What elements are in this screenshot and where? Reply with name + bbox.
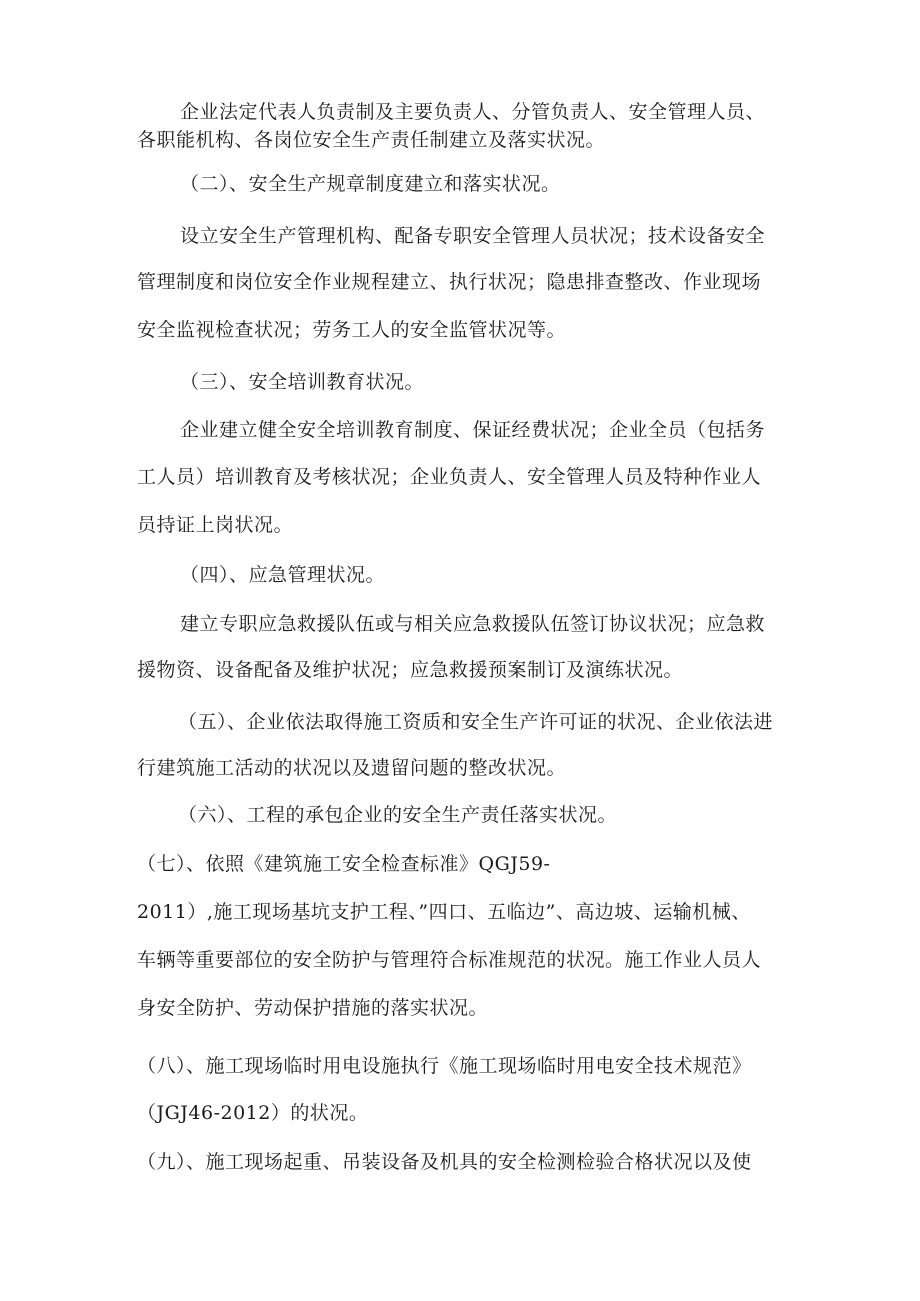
- paragraph-line: 企业建立健全安全培训教育制度、保证经费状况；企业全员（包括务: [180, 419, 766, 441]
- paragraph-line: （JGJ46-2012）的状况。: [137, 1102, 369, 1124]
- paragraph-line: 身安全防护、劳动保护措施的落实状况。: [137, 997, 489, 1019]
- paragraph-line: 安全监视检查状况；劳务工人的安全监管状况等。: [137, 319, 567, 341]
- section-heading-4: （四）、应急管理状况。: [180, 564, 386, 586]
- paragraph-line: 建立专职应急救援队伍或与相关应急救援队伍签订协议状况；应急救: [180, 613, 766, 635]
- section-heading-3: （三）、安全培训教育状况。: [180, 371, 425, 393]
- section-heading-7: （七）、依照《建筑施工安全检查标准》QGJ59-: [137, 853, 551, 875]
- section-heading-2: （二）、安全生产规章制度建立和落实状况。: [180, 173, 561, 195]
- paragraph-line: 各职能机构、各岗位安全生产责任制建立及落实状况。: [137, 129, 606, 151]
- paragraph-line: 设立安全生产管理机构、配备专职安全管理人员状况；技术设备安全: [180, 225, 766, 247]
- paragraph-line: 2011）,施工现场基坑支护工程、”四口、五临边”、高边坡、运输机械、: [137, 901, 751, 923]
- paragraph-line: 企业法定代表人负责制及主要负责人、分管负责人、安全管理人员、: [180, 101, 766, 123]
- paragraph-line: 行建筑施工活动的状况以及遗留问题的整改状况。: [137, 757, 567, 779]
- paragraph-line: 员持证上岗状况。: [137, 514, 294, 536]
- section-heading-6: （六）、工程的承包企业的安全生产责任落实状况。: [178, 804, 618, 826]
- section-heading-9: （九）、施工现场起重、吊装设备及机具的安全检测检验合格状况以及使: [137, 1151, 752, 1173]
- paragraph-line: 工人员）培训教育及考核状况；企业负责人、安全管理人员及特种作业人: [137, 466, 762, 488]
- paragraph-line: 援物资、设备配备及维护状况；应急救援预案制订及演练状况。: [137, 659, 684, 681]
- section-heading-5: （五）、企业依法取得施工资质和安全生产许可证的状况、企业依法进: [178, 711, 774, 733]
- section-heading-8: （八）、施工现场临时用电设施执行《施工现场临时用电安全技术规范》: [137, 1055, 752, 1077]
- paragraph-line: 管理制度和岗位安全作业规程建立、执行状况；隐患排查整改、作业现场: [137, 271, 762, 293]
- paragraph-line: 车辆等重要部位的安全防护与管理符合标准规范的状况。施工作业人员人: [137, 949, 762, 971]
